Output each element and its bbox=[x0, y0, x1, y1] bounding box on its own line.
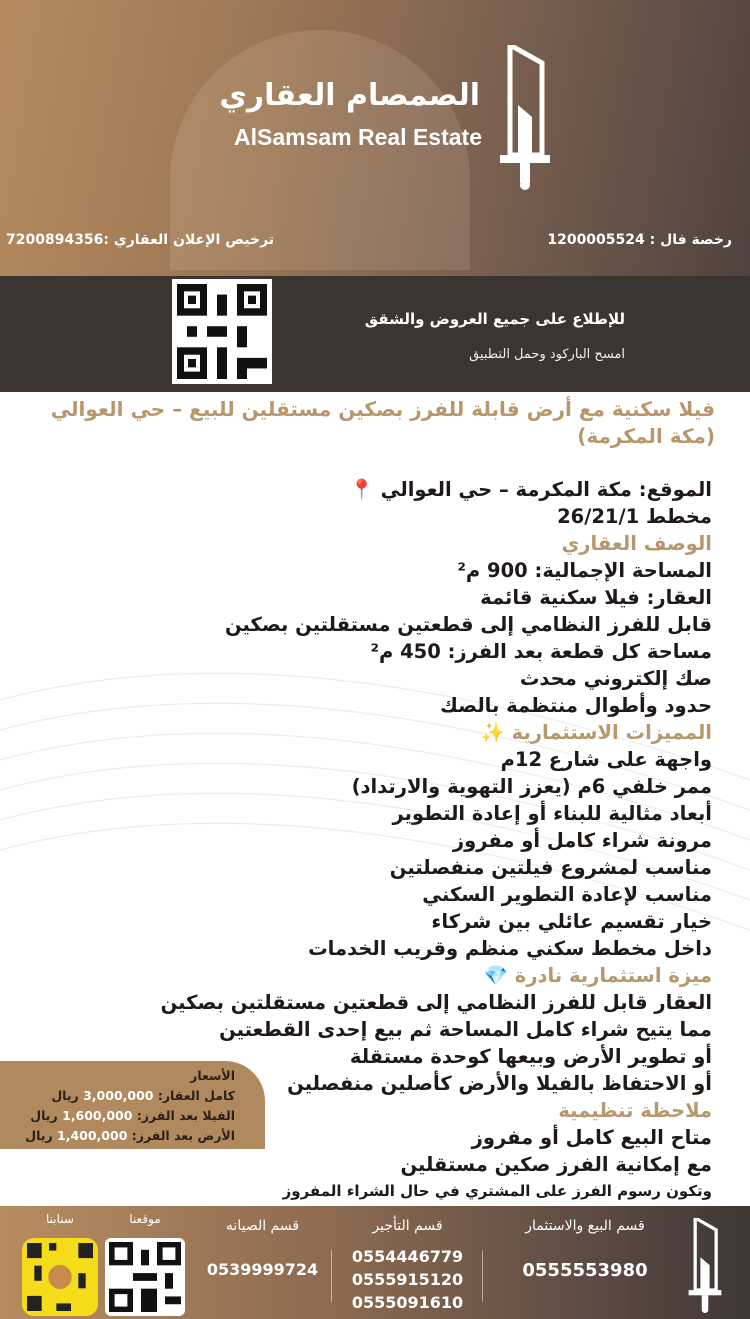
feature-item: ممر خلفي 6م (يعزز التهوية والارتداد) bbox=[351, 775, 712, 798]
rent-label: قسم التأجير bbox=[372, 1218, 443, 1234]
listing-title: فيلا سكنية مع أرض قابلة للفرز بصكين مستقلين للبيع – حي العوالي (مكة المكرمة) bbox=[50, 397, 715, 448]
price-row: الفيلا بعد الفرز: 1,600,000 ريال bbox=[30, 1108, 235, 1123]
sales-label: قسم البيع والاستثمار bbox=[525, 1218, 645, 1234]
rare-item: أو الاحتفاظ بالفيلا والأرض كأصلين منفصلين bbox=[287, 1072, 712, 1095]
prices-heading: الأسعار bbox=[190, 1068, 235, 1083]
description-item: حدود وأطوال منتظمة بالصك bbox=[439, 694, 712, 717]
qr-code-icon bbox=[109, 1242, 181, 1312]
app-promo-band bbox=[0, 276, 750, 392]
feature-item: مناسب لإعادة التطوير السكني bbox=[422, 883, 712, 906]
fal-license: رخصة فال : 1200005524 bbox=[547, 232, 732, 248]
app-qr-code[interactable] bbox=[172, 279, 272, 384]
snapchat-label: سنابنا bbox=[46, 1212, 74, 1226]
plan-line: مخطط 26/21/1 bbox=[557, 505, 712, 528]
rent-phone[interactable]: 0555915120 bbox=[351, 1270, 464, 1289]
ad-license: ترخيص الإعلان العقاري :7200894356 bbox=[6, 232, 275, 248]
snapcode-icon bbox=[27, 1243, 93, 1311]
description-item: قابل للفرز النظامي إلى قطعتين مستقلتين بصكين bbox=[224, 613, 712, 636]
feature-item: مناسب لمشروع فيلتين منفصلتين bbox=[389, 856, 712, 879]
description-heading: الوصف العقاري bbox=[561, 532, 712, 555]
feature-item: خيار تقسيم عائلي بين شركاء bbox=[431, 910, 712, 933]
description-item: صك إلكتروني محدث bbox=[519, 667, 712, 690]
footer-logo-icon bbox=[688, 1218, 722, 1313]
maintenance-phone[interactable]: 0539999724 bbox=[206, 1260, 319, 1279]
feature-item: داخل مخطط سكني منظم وقريب الخدمات bbox=[308, 937, 712, 960]
feature-item: واجهة على شارع 12م bbox=[500, 748, 712, 771]
rare-feature-heading: ميزة استثمارية نادرة 💎 bbox=[483, 964, 712, 987]
rent-phone[interactable]: 0554446779 bbox=[351, 1247, 464, 1266]
brand-name-arabic: الصمصام العقاري bbox=[219, 78, 480, 113]
feature-item: أبعاد مثالية للبناء أو إعادة التطوير bbox=[392, 802, 712, 825]
prices-box bbox=[0, 1061, 265, 1149]
location-line: الموقع: مكة المكرمة – حي العوالي 📍 bbox=[349, 478, 712, 501]
description-item: المساحة الإجمالية: 900 م² bbox=[457, 559, 712, 582]
description-item: مساحة كل قطعة بعد الفرز: 450 م² bbox=[370, 640, 712, 663]
promo-line-2: امسح الباركود وحمل التطبيق bbox=[469, 347, 625, 362]
note-item: وتكون رسوم الفرز على المشتري في حال الشراء المفروز bbox=[282, 1182, 712, 1200]
price-row: الأرض بعد الفرز: 1,400,000 ريال bbox=[25, 1128, 235, 1143]
qr-code-icon bbox=[177, 284, 267, 379]
rare-item: العقار قابل للفرز النظامي إلى قطعتين مستقلتين بصكين bbox=[160, 991, 712, 1014]
rare-item: مما يتيح شراء كامل المساحة ثم بيع إحدى القطعتين bbox=[219, 1018, 712, 1041]
sword-building-logo-icon bbox=[500, 45, 550, 190]
note-item: مع إمكانية الفرز صكين مستقلين bbox=[400, 1153, 712, 1176]
price-row: كامل العقار: 3,000,000 ريال bbox=[51, 1088, 235, 1103]
features-heading: المميزات الاستثمارية ✨ bbox=[480, 721, 712, 744]
divider bbox=[331, 1250, 332, 1302]
brand-name-english: AlSamsam Real Estate bbox=[233, 124, 482, 150]
note-item: متاح البيع كامل أو مفروز bbox=[471, 1126, 712, 1149]
website-label: موقعنا bbox=[129, 1212, 161, 1226]
website-qr-code[interactable] bbox=[105, 1238, 185, 1316]
feature-item: مرونة شراء كامل أو مفروز bbox=[452, 829, 712, 852]
sales-phone[interactable]: 0555553980 bbox=[522, 1260, 648, 1281]
promo-line-1: للإطلاع على جميع العروض والشقق bbox=[364, 310, 625, 328]
snapchat-code[interactable] bbox=[22, 1238, 98, 1316]
divider bbox=[482, 1250, 483, 1302]
rare-item: أو تطوير الأرض وبيعها كوحدة مستقلة bbox=[349, 1045, 712, 1068]
maintenance-label: قسم الصيانه bbox=[225, 1218, 300, 1234]
note-heading: ملاحظة تنظيمية bbox=[558, 1099, 712, 1122]
description-item: العقار: فيلا سكنية قائمة bbox=[480, 586, 712, 609]
rent-phone[interactable]: 0555091610 bbox=[351, 1293, 464, 1312]
